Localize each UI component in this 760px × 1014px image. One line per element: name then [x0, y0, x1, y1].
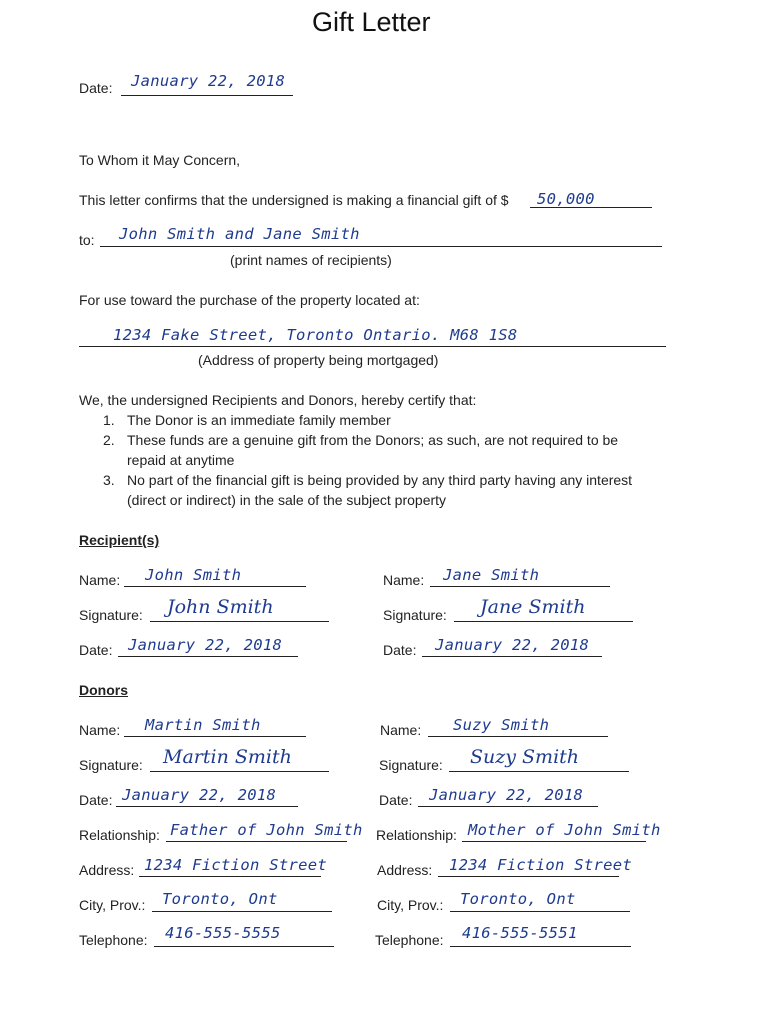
donor-date-value: January 22, 2018: [429, 786, 584, 804]
certify-item-text-cont: repaid at anytime: [127, 452, 235, 468]
donor-city-label: City, Prov.:: [79, 897, 146, 913]
donor-address-underline: [139, 876, 321, 877]
donor-telephone-label: Telephone:: [375, 932, 444, 948]
donor-relationship-underline: [166, 841, 347, 842]
donor-address-value: 1234 Fiction Street: [144, 856, 328, 874]
donor-relationship-value: Father of John Smith: [170, 821, 363, 839]
certify-item-text: No part of the financial gift is being provided by any third party having any interest: [127, 472, 633, 488]
donor-signature: Martin Smith: [163, 746, 292, 768]
recipient-signature-label: Signature:: [383, 607, 447, 623]
property-address-underline: [79, 346, 666, 347]
donor-city-value: Toronto, Ont: [162, 890, 278, 908]
donor-address-value: 1234 Fiction Street: [449, 856, 633, 874]
donor-city-value: Toronto, Ont: [460, 890, 576, 908]
donor-signature-label: Signature:: [379, 757, 443, 773]
donor-relationship-label: Relationship:: [376, 827, 457, 843]
donor-address-underline: [438, 876, 619, 877]
recipient-date-underline: [422, 656, 602, 657]
donor-telephone-label: Telephone:: [79, 932, 148, 948]
certify-item-number: 3.: [103, 472, 115, 488]
recipient-signature-underline: [150, 621, 329, 622]
date-value: January 22, 2018: [131, 72, 286, 90]
recipient-names: John Smith and Jane Smith: [119, 225, 360, 243]
donor-relationship-underline: [462, 841, 646, 842]
recipient-name-label: Name:: [383, 572, 425, 588]
donor-name-label: Name:: [380, 722, 422, 738]
donor-city-underline: [152, 911, 332, 912]
recipient-name-value: John Smith: [145, 566, 242, 584]
donor-name-value: Martin Smith: [145, 716, 261, 734]
donor-city-label: City, Prov.:: [377, 897, 444, 913]
donor-relationship-label: Relationship:: [79, 827, 160, 843]
donor-name-underline: [428, 736, 608, 737]
donor-date-value: January 22, 2018: [122, 786, 277, 804]
donor-signature-label: Signature:: [79, 757, 143, 773]
donor-telephone-underline: [450, 946, 631, 947]
property-intro: For use toward the purchase of the property located at:: [79, 292, 420, 308]
recipient-signature: Jane Smith: [480, 596, 586, 618]
gift-amount: 50,000: [537, 190, 595, 208]
donor-name-underline: [124, 736, 306, 737]
recipient-names-caption: (print names of recipients): [230, 252, 392, 268]
donor-date-label: Date:: [79, 792, 113, 808]
to-label: to:: [79, 232, 95, 248]
salutation: To Whom it May Concern,: [79, 152, 241, 168]
property-address-caption: (Address of property being mortgaged): [198, 352, 439, 368]
property-address: 1234 Fake Street, Toronto Ontario. M68 1S8: [113, 326, 518, 344]
recipient-name-value: Jane Smith: [443, 566, 540, 584]
donor-date-underline: [116, 806, 298, 807]
date-label: Date:: [79, 80, 113, 96]
donor-signature-underline: [150, 771, 329, 772]
donor-date-label: Date:: [379, 792, 413, 808]
donor-address-label: Address:: [377, 862, 433, 878]
recipient-date-value: January 22, 2018: [128, 636, 283, 654]
recipient-signature: John Smith: [167, 596, 274, 618]
page-title: Gift Letter: [312, 7, 431, 37]
recipient-date-label: Date:: [383, 642, 417, 658]
donor-telephone-underline: [154, 946, 334, 947]
recipient-name-label: Name:: [79, 572, 121, 588]
donor-relationship-value: Mother of John Smith: [468, 821, 661, 839]
certify-item-number: 2.: [103, 432, 115, 448]
recipient-name-underline: [430, 586, 610, 587]
recipient-date-value: January 22, 2018: [435, 636, 590, 654]
gift-amount-underline: [530, 207, 652, 208]
certify-item-text: These funds are a genuine gift from the Donors; as such, are not required to be: [127, 432, 619, 448]
certify-item-number: 1.: [103, 412, 115, 428]
date-underline: [121, 95, 293, 96]
donor-signature-underline: [449, 771, 629, 772]
donor-telephone-value: 416-555-5551: [462, 924, 578, 942]
donor-telephone-value: 416-555-5555: [165, 924, 281, 942]
donor-address-label: Address:: [79, 862, 135, 878]
certify-intro: We, the undersigned Recipients and Donors, hereby certify that:: [79, 392, 477, 408]
recipients-heading: Recipient(s): [79, 532, 160, 548]
recipient-names-underline: [100, 246, 662, 247]
donor-date-underline: [418, 806, 598, 807]
donor-signature: Suzy Smith: [470, 746, 580, 768]
recipient-date-underline: [118, 656, 298, 657]
donor-name-label: Name:: [79, 722, 121, 738]
recipient-name-underline: [124, 586, 306, 587]
recipient-signature-label: Signature:: [79, 607, 143, 623]
donor-city-underline: [450, 911, 630, 912]
donor-name-value: Suzy Smith: [453, 716, 550, 734]
recipient-signature-underline: [454, 621, 633, 622]
certify-item-text-cont: (direct or indirect) in the sale of the subject property: [127, 492, 447, 508]
donors-heading: Donors: [79, 682, 128, 698]
recipient-date-label: Date:: [79, 642, 113, 658]
certify-item-text: The Donor is an immediate family member: [127, 412, 391, 428]
gift-statement: This letter confirms that the undersigned is making a financial gift of $: [79, 192, 509, 208]
